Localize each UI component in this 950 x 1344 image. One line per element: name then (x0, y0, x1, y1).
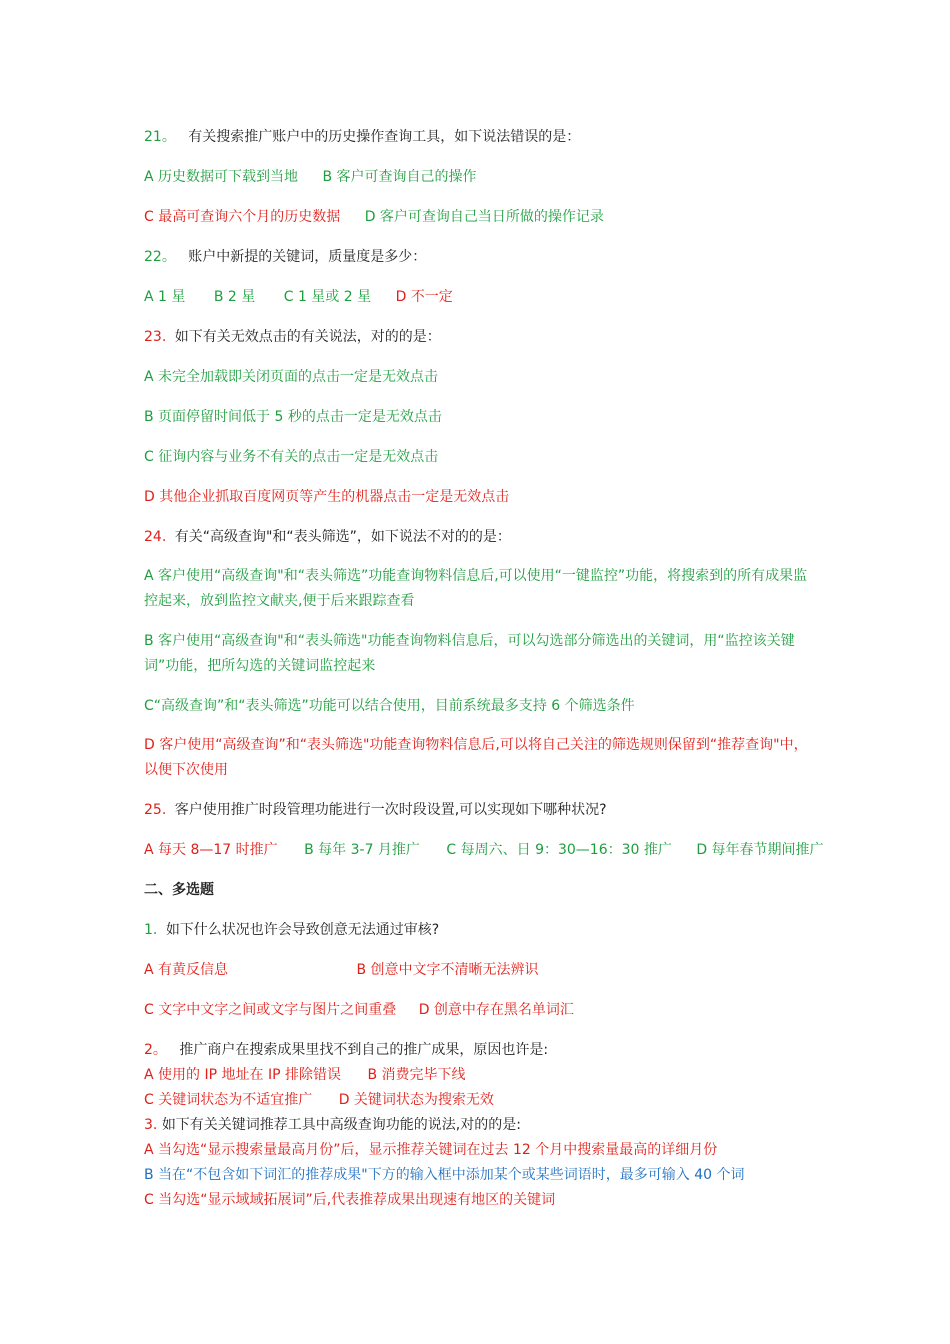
option-a: A 历史数据可下载到当地 (144, 169, 299, 185)
option-c: C 1 星或 2 星 (283, 289, 372, 305)
question-text: 有关“高级查询"和“表头筛选”，如下说法不对的的是： (174, 529, 511, 545)
option-b: B 消费完毕下线 (367, 1067, 466, 1083)
question-24 (144, 527, 511, 547)
options-m2-cd (144, 1090, 494, 1110)
option-d: D 客户使用“高级查询”和“表头筛选"功能查询物料信息后,可以将自己关注的筛选规则保留到“推荐查询"中，以便下次使用 (144, 737, 808, 778)
option-d: D 不一定 (395, 289, 453, 305)
option-a: A 有黄反信息 (144, 962, 229, 978)
question-text: 账户中新提的关键词，质量度是多少： (188, 249, 427, 265)
options-m2-ab (144, 1065, 466, 1085)
question-number: 2。 (144, 1042, 167, 1058)
option-a: A 每天 8—17 时推广 (144, 842, 278, 858)
option-a: A 客户使用“高级查询"和“表头筛选”功能查询物料信息后,可以使用“一键监控”功能，将搜索到的所有成果监控起来，放到监控文献夹,便于后来跟踪查看 (144, 568, 808, 609)
option-a: A 当勾选“显示搜索量最高月份”后，显示推荐关键词在过去 12 个月中搜索量最高的详细月份 (144, 1142, 718, 1158)
multi-question-1 (144, 920, 439, 940)
option-c: C 文字中文字之间或文字与图片之间重叠 (144, 1002, 397, 1018)
option-c: C 关键词状态为不适宜推广 (144, 1092, 313, 1108)
question-number: 1. (144, 922, 158, 938)
question-25 (144, 800, 607, 820)
option-b: B 客户使用“高级查询"和“表头筛选"功能查询物料信息后，可以勾选部分筛选出的关键词，用“监控该关键词”功能，把所勾选的关键词监控起来 (144, 633, 795, 674)
options-25 (144, 840, 824, 860)
multi-question-3 (144, 1115, 521, 1135)
option-d: D 创意中存在黑名单词汇 (418, 1002, 574, 1018)
option-d: D 每年春节期间推广 (696, 842, 824, 858)
question-text: 如下有关关键词推荐工具中高级查询功能的说法,对的的是: (161, 1117, 521, 1133)
options-21-cd (144, 207, 604, 227)
options-22 (144, 287, 453, 307)
option-b: B 当在“不包含如下词汇的推荐成果"下方的输入框中添加某个或某些词语时，最多可输入 40 个词 (144, 1167, 745, 1183)
option-c: C 当勾选“显示域域拓展词”后,代表推荐成果出现速有地区的关键词 (144, 1192, 556, 1208)
question-text: 客户使用推广时段管理功能进行一次时段设置,可以实现如下哪种状况? (174, 802, 607, 818)
question-number: 24. (144, 529, 167, 545)
options-21-ab (144, 167, 477, 187)
option-d: D 客户可查询自己当日所做的操作记录 (364, 209, 604, 225)
option-b: B 创意中文字不清晰无法辨识 (356, 962, 539, 978)
option-a: A 未完全加载即关闭页面的点击一定是无效点击 (144, 369, 439, 385)
option-a: A 1 星 (144, 289, 186, 305)
question-number: 3. (144, 1117, 158, 1133)
options-m1-cd (144, 1000, 574, 1020)
question-22 (144, 247, 426, 267)
options-m1-ab (144, 960, 539, 980)
option-a: A 使用的 IP 地址在 IP 排除错误 (144, 1067, 341, 1083)
option-d: D 其他企业抓取百度网页等产生的机器点击一定是无效点击 (144, 489, 510, 505)
question-23 (144, 327, 441, 347)
section-heading: 二、多选题 (144, 882, 214, 898)
question-number: 22。 (144, 249, 176, 265)
option-c: C 征询内容与业务不有关的点击一定是无效点击 (144, 449, 439, 465)
question-21 (144, 127, 580, 147)
option-c: C 最高可查询六个月的历史数据 (144, 209, 341, 225)
question-number: 21。 (144, 129, 176, 145)
option-b: B 2 星 (213, 289, 256, 305)
option-b: B 页面停留时间低于 5 秒的点击一定是无效点击 (144, 409, 442, 425)
question-text: 如下有关无效点击的有关说法，对的的是： (174, 329, 441, 345)
question-number: 23. (144, 329, 167, 345)
multi-question-2 (144, 1040, 548, 1060)
option-c: C 每周六、日 9：30—16：30 推广 (446, 842, 672, 858)
option-c: C“高级查询”和“表头筛选”功能可以结合使用，目前系统最多支持 6 个筛选条件 (144, 698, 635, 714)
option-d: D 关键词状态为搜索无效 (338, 1092, 494, 1108)
question-number: 25. (144, 802, 167, 818)
option-b: B 客户可查询自己的操作 (322, 169, 477, 185)
question-text: 如下什么状况也许会导致创意无法通过审核? (165, 922, 440, 938)
question-text: 推广商户在搜索成果里找不到自己的推广成果，原因也许是: (179, 1042, 549, 1058)
option-b: B 每年 3-7 月推广 (304, 842, 420, 858)
question-text: 有关搜索推广账户中的历史操作查询工具，如下说法错误的是： (188, 129, 581, 145)
